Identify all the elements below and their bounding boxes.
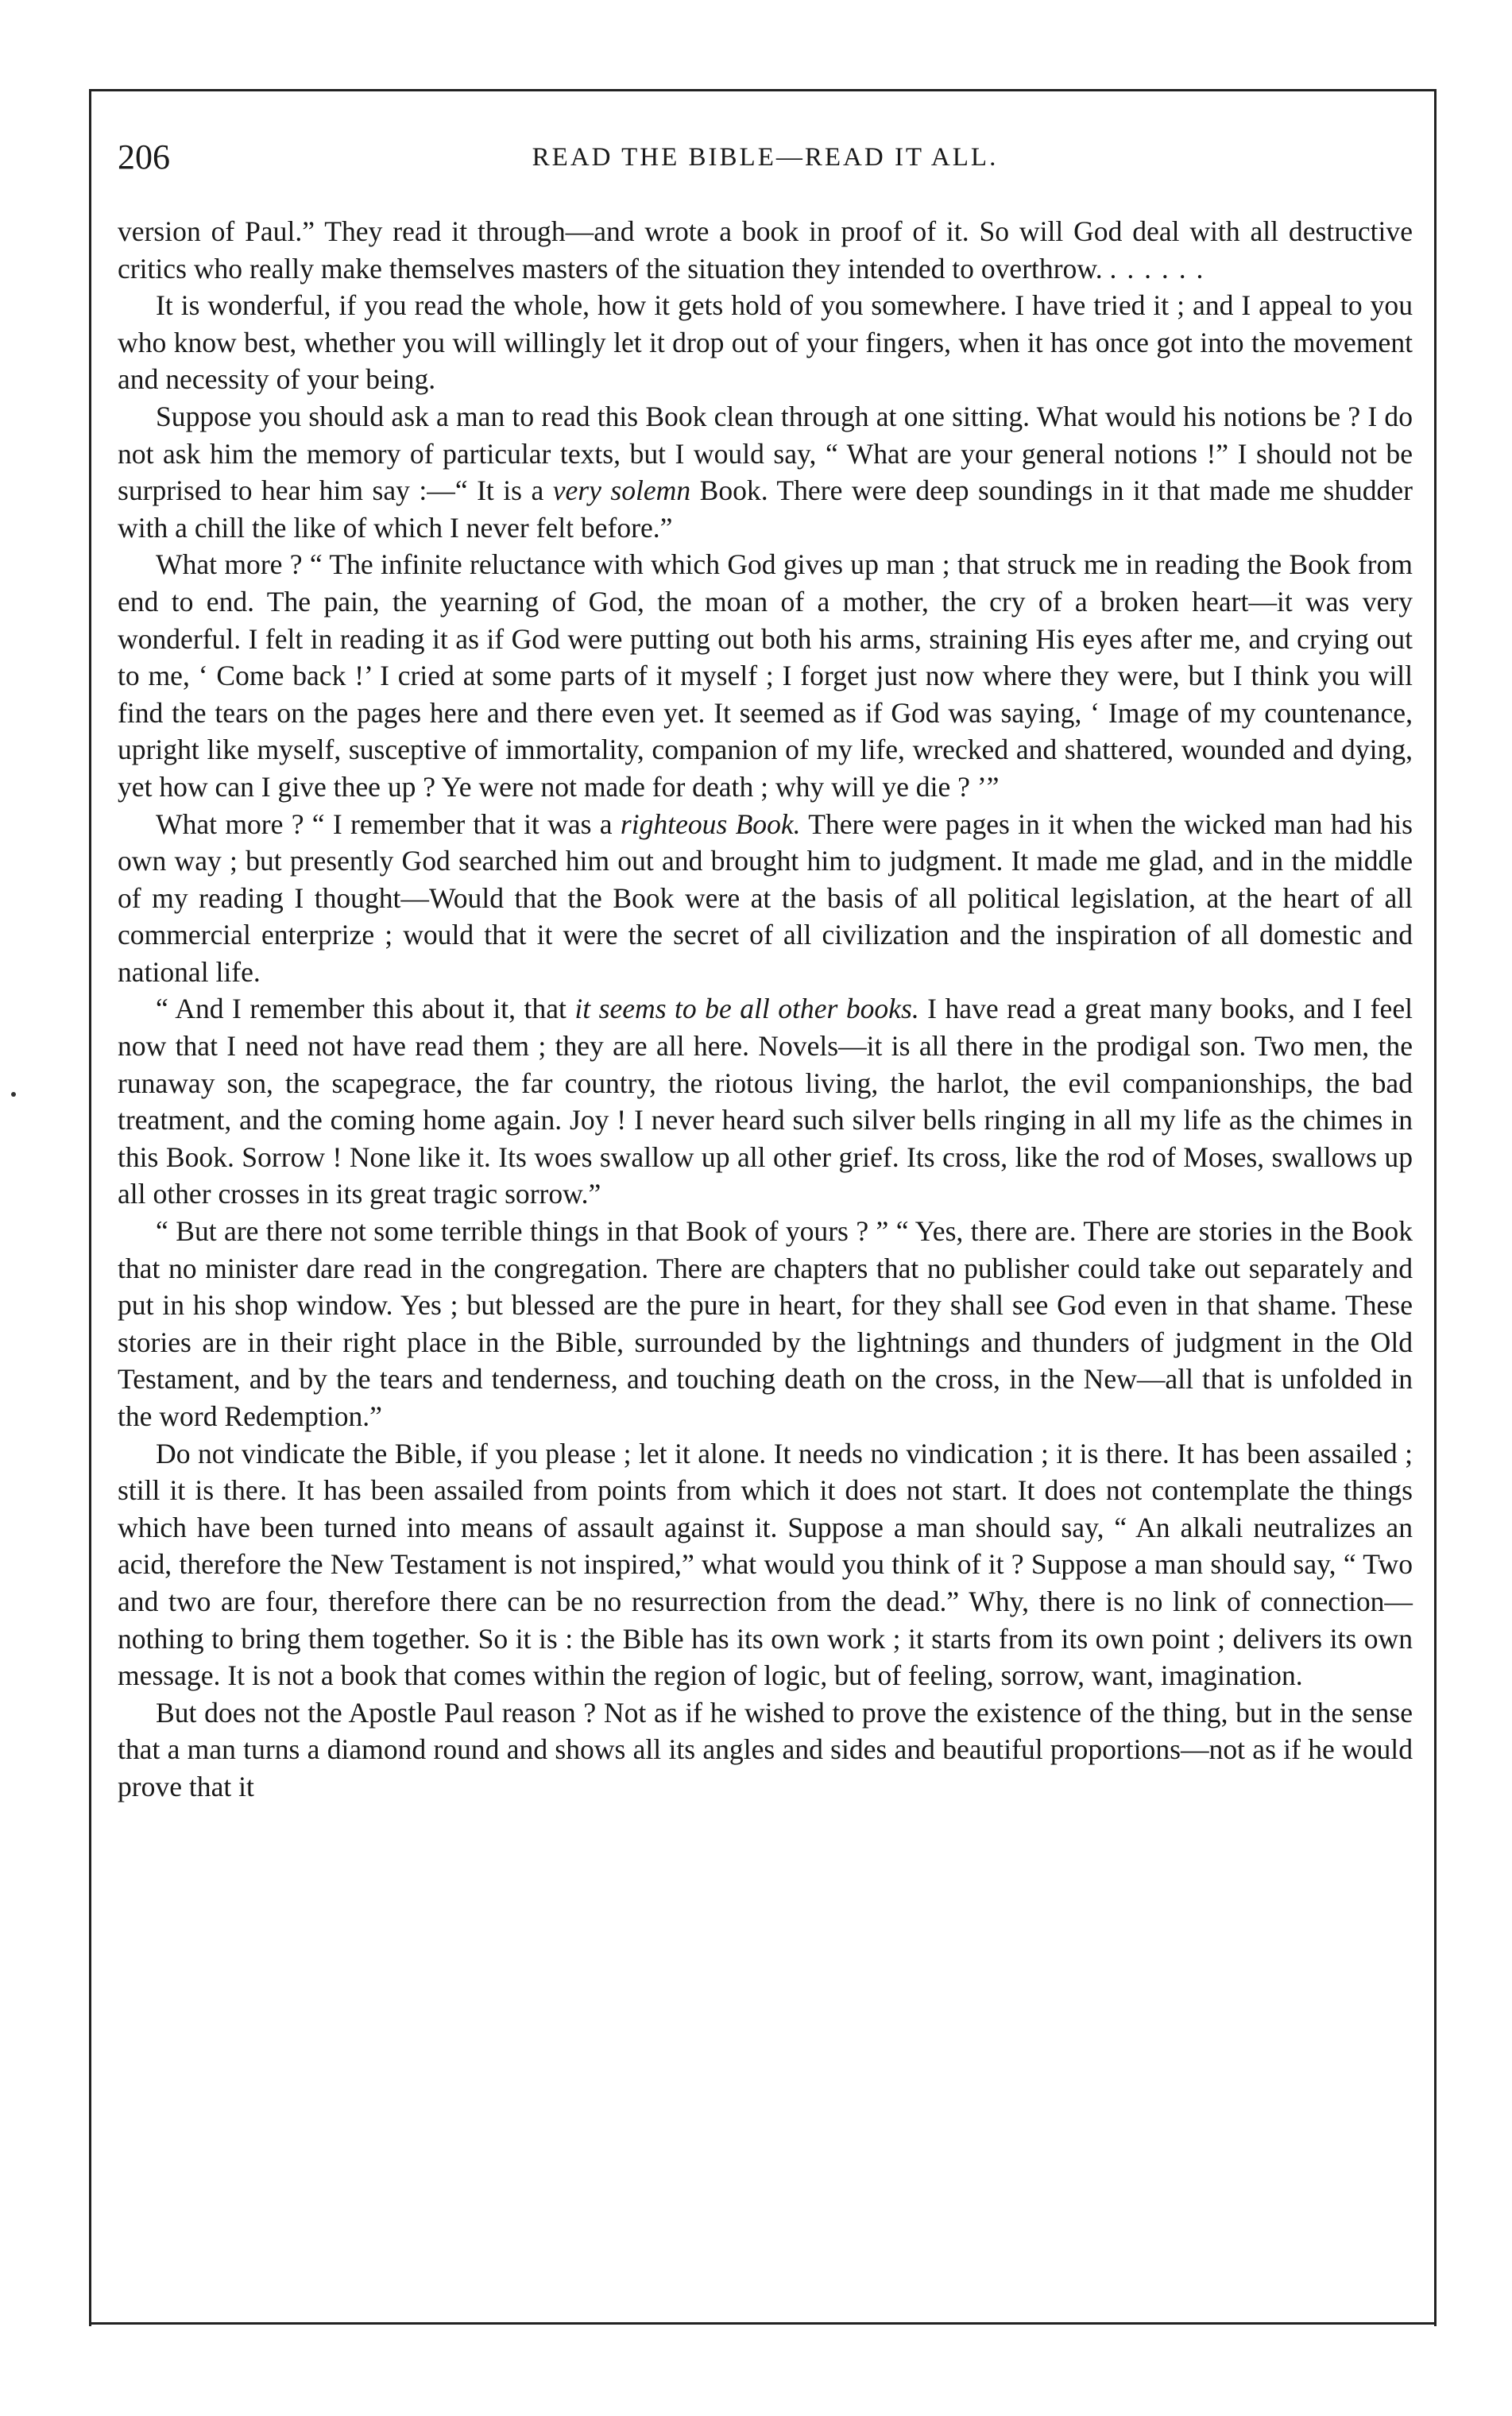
paragraph-6-text-a: “ And I remember this about it, that [156,993,575,1025]
paragraph-3 [118,398,1413,546]
paragraph-8: Do not vindicate the Bible, if you please ; let it alone. It needs no vindication ; it is there. It has been assailed ; still it is there. It has been assailed from points from which it does not start. It does not contemplate the things which have been turned into means of assault against it. Suppose a man should say, “ An alkali neutralizes an acid, therefore the New Testament is not inspired,” what would you think of it ? Suppose a man should say, “ Two and two are four, therefore there can be no resurrection from the dead.” Why, there is no link of connection—nothing to bring them together. So it is : the Bible has its own work ; it starts from its own point ; delivers its own message. It is not a book that comes within the region of logic, but of feeling, sorrow, want, imagination. [118,1437,1413,1692]
paragraph-9: But does not the Apostle Paul reason ? Not as if he wished to prove the existence of the thing, but in the sense that a man turns a diamond round and shows all its angles and sides and beautiful proportions—not as if he would prove that it [118,1696,1413,1802]
paragraph-1 [118,213,1413,287]
paragraph-2: It is wonderful, if you read the whole, how it gets hold of you somewhere. I have tried it ; and I appeal to you who know best, whether you will willingly let it drop out of your fingers, when it has once got into the movement and necessity of your being. [118,289,1413,396]
paragraph-4: What more ? “ The infinite reluctance with which God gives up man ; that struck me in reading the Book from end to end. The pain, the yearning of God, the moan of a mother, the cry of a broken heart—it was very wonderful. I felt in reading it as if God were putting out both his arms, straining His eyes after me, and crying out to me, ‘ Come back !’ I cried at some parts of it myself ; I forget just now where they were, but I think you will find the tears on the pages here and there even yet. It seemed as if God was saying, ‘ Image of my countenance, upright like myself, susceptive of immortality, companion of my life, wrecked and shattered, wounded and dying, yet how can I give thee up ? Ye were not made for death ; why will ye die ? ’” [118,548,1413,803]
page-number: 206 [118,137,170,176]
running-head: READ THE BIBLE—READ IT ALL. [532,143,999,172]
body-text [118,213,1413,1806]
page-frame-bottom-rule [89,2322,1437,2325]
paragraph-3-text-b: Book. There were deep soundings in it that made me shudder with a chill the like of which I never felt before.” [118,474,1413,544]
paragraph-6 [118,990,1413,1213]
paragraph-6-italic: it seems to be all other books. [574,993,919,1025]
paragraph-5-text-a: What more ? “ I remember that it was a [156,807,621,840]
paragraph-5-text-b: There were pages in it when the wicked man had his own way ; but presently God searched him out and brought him to judgment. It made me glad, and in the middle of my reading I thought—Would that the Book were at the basis of all political legislation, at the heart of all commercial enterprize ; would that it were the secret of all civilization and the inspiration of all domestic and national life. [118,807,1413,988]
paragraph-3-italic: very solemn [552,474,691,507]
paragraph-5-italic: righteous Book. [620,807,801,840]
page-header [118,134,1413,181]
paragraph-6-text-b: I have read a great many books, and I feel now that I need not have read them ; they are all here. Novels—it is all there in the prodigal son. Two men, the runaway son, the scapegrace, the far country, the riotous living, the harlot, the evil companionships, the bad treatment, and the coming home again. Joy ! I never heard such silver bells ringing in all my life as the chimes in this Book. Sorrow ! None like it. Its woes swallow up all other grief. Its cross, like the rod of Moses, swallows up all other crosses in its great tragic sorrow.” [118,993,1413,1210]
paragraph-3-text-a: Suppose you should ask a man to read this Book clean through at one sitting. What would his notions be ? I do not ask him the memory of particular texts, but I would say, “ What are your general notions !” I should not be surprised to hear him say :—“ It is a [118,400,1413,507]
margin-speck [11,1092,16,1097]
paragraph-7: “ But are there not some terrible things in that Book of yours ? ” “ Yes, there are. There are stories in the Book that no minister dare read in the congregation. There are chapters that no publisher could take out separately and put in his shop window. Yes ; but blessed are the pure in heart, for they shall see God even in that shame. These stories are in their right place in the Bible, surrounded by the lightnings and thunders of judgment in the Old Testament, and by the tears and tenderness, and touching death on the cross, in the New—all that is unfolded in the word Redemption.” [118,1215,1413,1432]
paragraph-5 [118,806,1413,991]
ellipsis-dots: . . . . . . [1109,252,1205,285]
paragraph-1-text: version of Paul.” They read it through—and wrote a book in proof of it. So will God deal with all destructive critics who really make themselves masters of the situation they intended to overthrow. [118,215,1413,285]
